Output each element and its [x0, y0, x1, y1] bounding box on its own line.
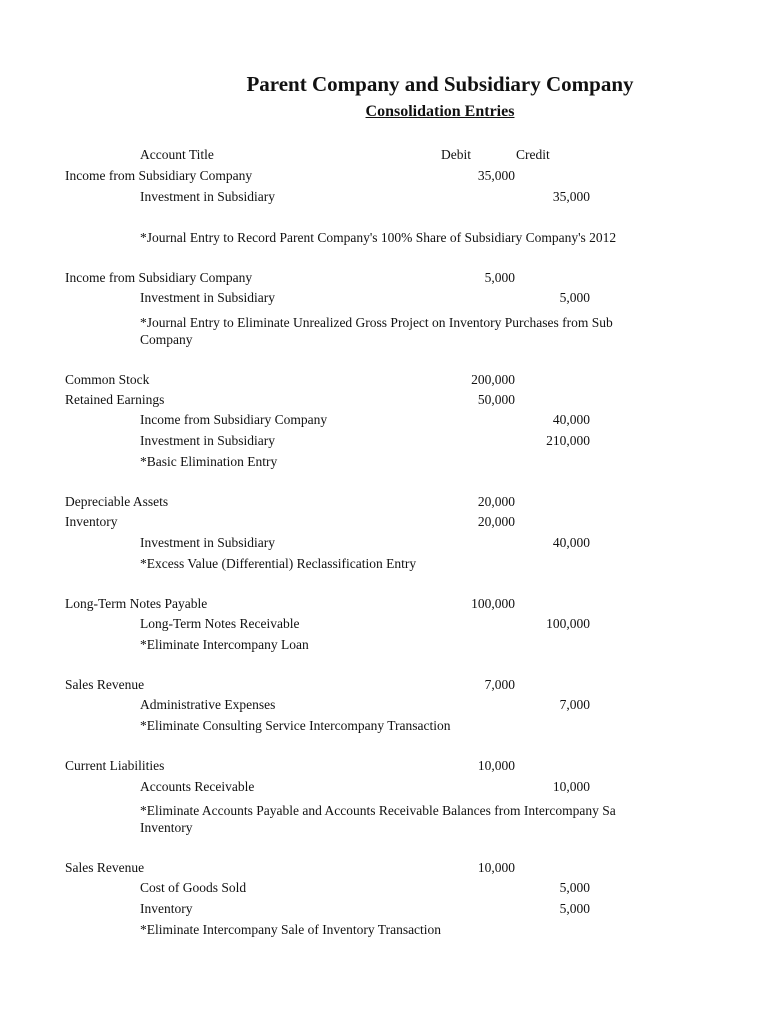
entry-credit-amount: 35,000: [552, 189, 590, 204]
entry-credit-amount: 40,000: [552, 535, 590, 550]
entry-note-line-2: Inventory: [140, 820, 193, 835]
entry-account: Sales Revenue: [65, 860, 145, 875]
entry-debit-amount: 10,000: [477, 860, 515, 875]
entry-debit-amount: 10,000: [477, 758, 515, 773]
entry-debit-amount: 35,000: [477, 168, 515, 183]
entry-account: Inventory: [65, 514, 118, 529]
entry-account: Income from Subsidiary Company: [65, 168, 253, 183]
entry-account: Depreciable Assets: [65, 494, 169, 509]
entry-note: *Eliminate Intercompany Sale of Inventory Transaction: [140, 922, 442, 937]
entry-note: *Excess Value (Differential) Reclassification Entry: [140, 556, 417, 571]
entry-account: Income from Subsidiary Company: [65, 270, 253, 285]
entry-note-line-1: *Journal Entry to Eliminate Unrealized Gross Project on Inventory Purchases from Sub: [140, 315, 613, 330]
entry-account: Investment in Subsidiary: [140, 433, 275, 448]
entry-credit-amount: 100,000: [546, 616, 590, 631]
entry-debit-amount: 200,000: [471, 372, 515, 387]
entry-account: Current Liabilities: [65, 758, 165, 773]
entry-account: Investment in Subsidiary: [140, 535, 275, 550]
document-subtitle: Consolidation Entries: [365, 103, 515, 120]
entry-account: Investment in Subsidiary: [140, 189, 275, 204]
entry-debit-amount: 5,000: [484, 270, 515, 285]
entry-account: Administrative Expenses: [140, 697, 276, 712]
entry-credit-amount: 10,000: [552, 779, 590, 794]
entry-note: *Eliminate Consulting Service Intercompany Transaction: [140, 718, 451, 733]
entry-note: *Basic Elimination Entry: [140, 454, 278, 469]
entry-debit-amount: 20,000: [477, 514, 515, 529]
entry-account: Income from Subsidiary Company: [140, 412, 328, 427]
column-header-credit: Credit: [516, 147, 550, 162]
entry-account: Accounts Receivable: [140, 779, 255, 794]
entry-note-line-2: Company: [140, 332, 193, 347]
entry-debit-amount: 100,000: [471, 596, 515, 611]
document-title: Parent Company and Subsidiary Company: [246, 72, 634, 96]
entry-debit-amount: 7,000: [484, 677, 515, 692]
entry-account: Common Stock: [65, 372, 150, 387]
entry-debit-amount: 20,000: [477, 494, 515, 509]
entry-account: Investment in Subsidiary: [140, 290, 275, 305]
entry-credit-amount: 40,000: [552, 412, 590, 427]
entry-account: Long-Term Notes Receivable: [140, 616, 300, 631]
entry-credit-amount: 5,000: [559, 880, 590, 895]
entry-account: Sales Revenue: [65, 677, 145, 692]
column-header-account-title: Account Title: [140, 147, 214, 162]
entry-credit-amount: 7,000: [559, 697, 590, 712]
entry-account: Long-Term Notes Payable: [65, 596, 208, 611]
entry-note: *Journal Entry to Record Parent Company's 100% Share of Subsidiary Company's 2012: [140, 230, 617, 245]
entry-account: Cost of Goods Sold: [140, 880, 247, 895]
entry-account: Inventory: [140, 901, 193, 916]
entry-note-line-1: *Eliminate Accounts Payable and Accounts Receivable Balances from Intercompany Sa: [140, 803, 616, 818]
entry-credit-amount: 5,000: [559, 290, 590, 305]
entry-credit-amount: 5,000: [559, 901, 590, 916]
entry-debit-amount: 50,000: [477, 392, 515, 407]
entry-note: *Eliminate Intercompany Loan: [140, 637, 309, 652]
entry-account: Retained Earnings: [65, 392, 165, 407]
entry-credit-amount: 210,000: [546, 433, 590, 448]
column-header-debit: Debit: [441, 147, 471, 162]
